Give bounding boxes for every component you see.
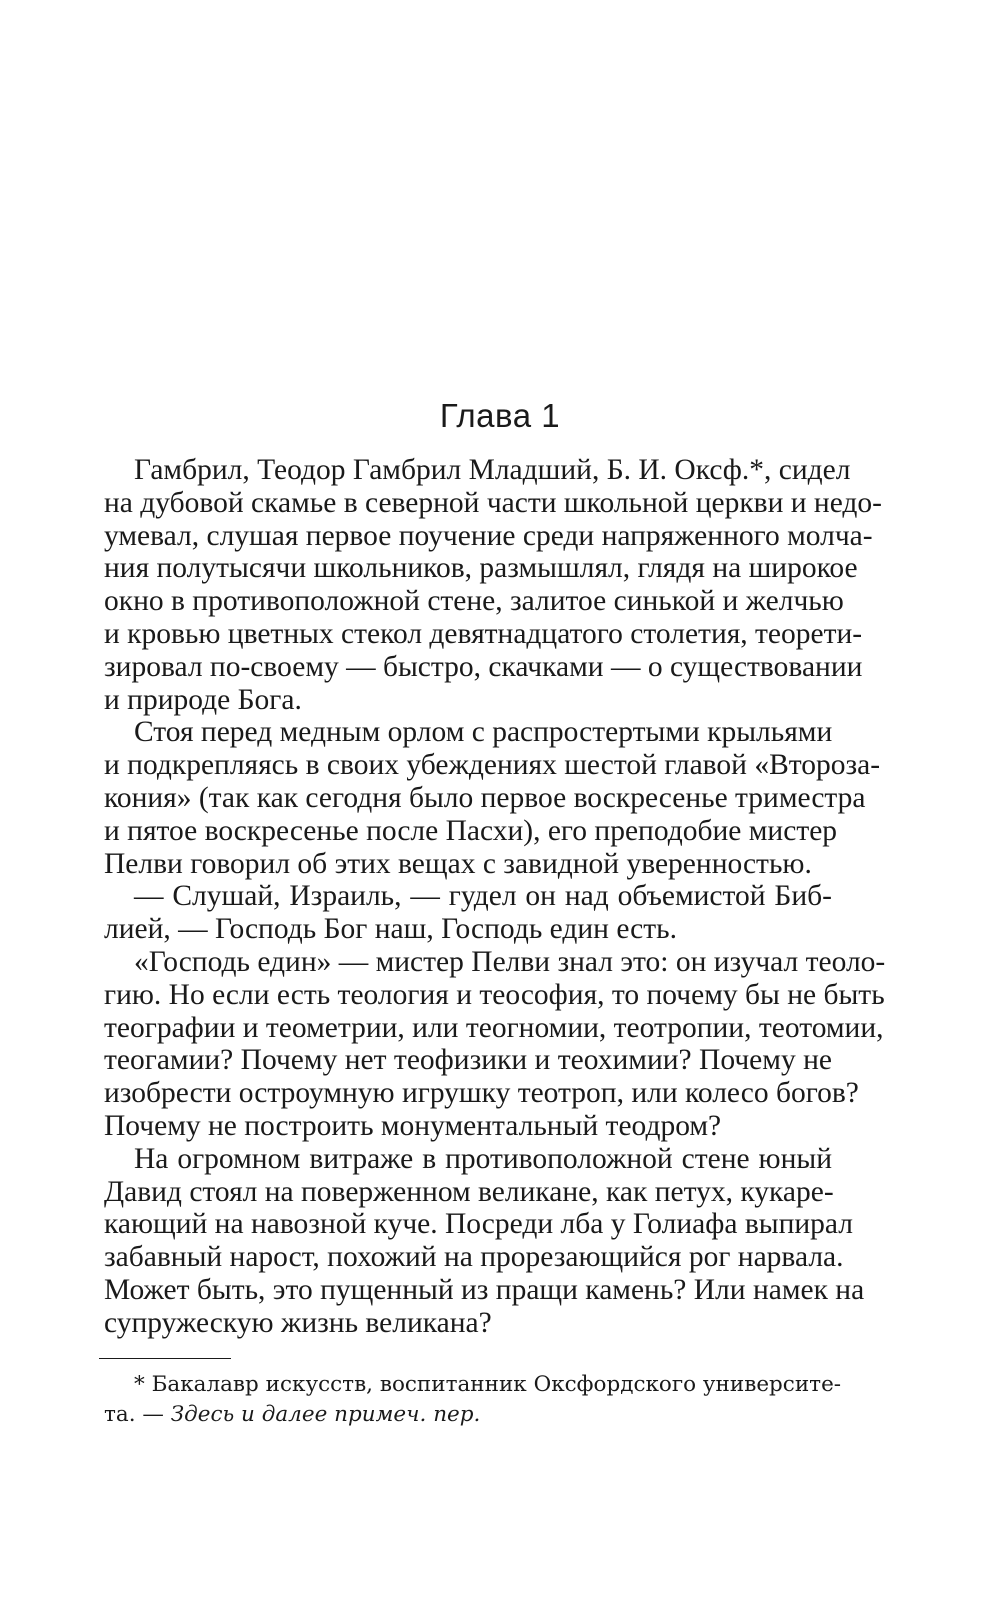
- text-line: Гамбрил, Теодор Гамбрил Младший, Б. И. Оксф.*, сидел: [134, 454, 851, 486]
- text-line: Давид стоял на поверженном великане, как петух, кукаре-: [104, 1175, 834, 1208]
- text-line: ния полутысячи школьников, размышлял, глядя на широкое: [104, 552, 858, 585]
- text-line: кония» (так как сегодня было первое воскресенье триместра: [104, 781, 866, 814]
- text-line: умевал, слушая первое поучение среди напряженного молча-: [104, 519, 873, 552]
- text-line: лией, — Господь Бог наш, Господь един есть.: [104, 913, 677, 946]
- footnote-divider: [99, 1358, 231, 1359]
- text-line: изобрести остроумную игрушку теотроп, или колесо богов?: [104, 1077, 859, 1110]
- footnote-translator-note: Здесь и далее примеч. пер.: [170, 1402, 481, 1427]
- text-line: Пелви говорил об этих вещах с завидной уверенностью.: [104, 847, 812, 880]
- text-line: гию. Но если есть теология и теософия, то почему бы не быть: [104, 978, 885, 1011]
- text-line: теографии и теометрии, или теогномии, теотропии, теотомии,: [104, 1011, 884, 1044]
- footnote-line: [104, 1400, 832, 1430]
- text-line: супружескую жизнь великана?: [104, 1306, 492, 1339]
- footnote-line: * Бакалавр искусств, воспитанник Оксфордского университе-: [134, 1372, 842, 1397]
- text-line: теогамии? Почему нет теофизики и теохимии? Почему не: [104, 1044, 832, 1077]
- text-line: «Господь един» — мистер Пелви знал это: он изучал теоло-: [134, 945, 886, 978]
- text-line: забавный нарост, похожий на прорезающийся рог нарвала.: [104, 1241, 844, 1274]
- footnote-text: та. —: [104, 1402, 171, 1427]
- text-line: и пятое воскресенье после Пасхи), его преподобие мистер: [104, 814, 838, 847]
- text-line: окно в противоположной стене, залитое синькой и желчью: [104, 585, 844, 618]
- text-line: Почему не построить монументальный теодром?: [104, 1109, 722, 1142]
- text-line: зировал по-своему — быстро, скачками — о существовании: [104, 650, 863, 683]
- text-line: на дубовой скамье в северной части школьной церкви и недо-: [104, 486, 882, 519]
- text-line: — Слушай, Израиль, — гудел он над объемистой Биб-: [134, 880, 832, 913]
- text-line: Стоя перед медным орлом с распростертыми крыльями: [134, 716, 833, 749]
- main-text: [104, 454, 886, 1340]
- footnote: [104, 1370, 842, 1430]
- text-line: На огромном витраже в противоположной стене юный: [134, 1142, 832, 1175]
- text-line: и кровью цветных стекол девятнадцатого столетия, теорети-: [104, 617, 863, 650]
- chapter-title: Глава 1: [439, 397, 561, 434]
- text-line: и подкрепляясь в своих убеждениях шестой главой «Второза-: [104, 749, 881, 782]
- text-line: Может быть, это пущенный из пращи камень? Или намек на: [104, 1273, 865, 1306]
- text-line: и природе Бога.: [104, 683, 302, 716]
- text-line: кающий на навозной куче. Посреди лба у Голиафа выпирал: [104, 1208, 853, 1241]
